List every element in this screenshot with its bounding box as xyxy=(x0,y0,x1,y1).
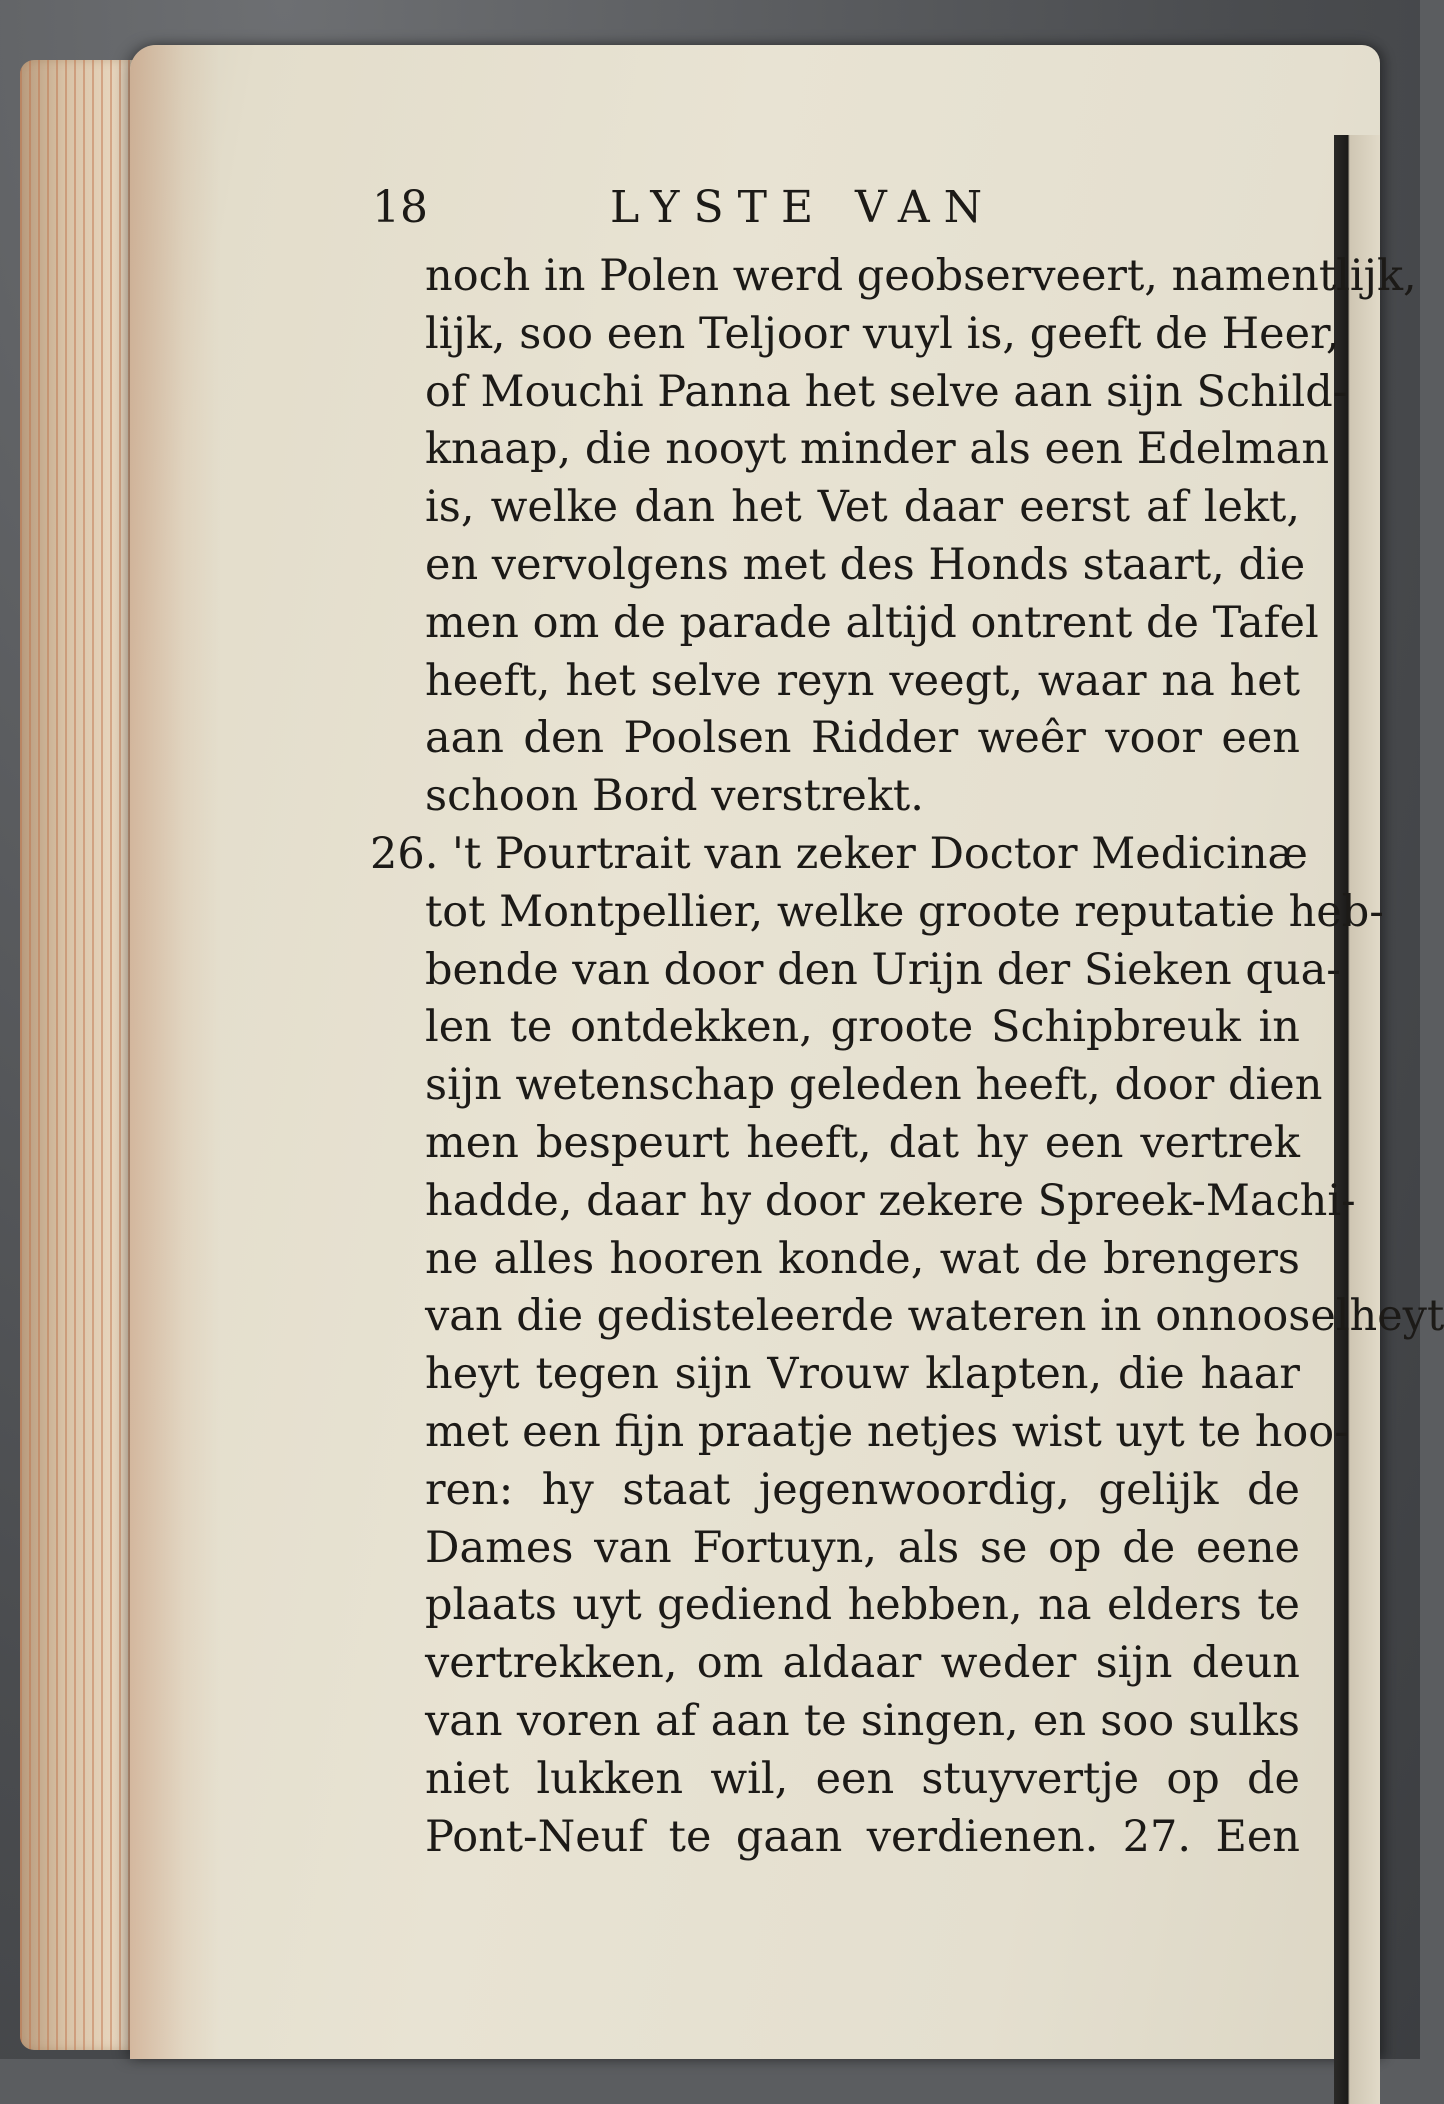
text-line: aan den Poolsen Ridder weêr voor een xyxy=(425,713,1300,764)
text-line: Dames van Fortuyn, als se op de eene xyxy=(425,1522,1300,1573)
text-line: lijk, soo een Teljoor vuyl is, geeft de Heer, xyxy=(425,308,1340,359)
page-number: 18 xyxy=(372,182,428,233)
text-line: bende van door den Urijn der Sieken qua- xyxy=(425,944,1341,995)
text-line: vertrekken, om aldaar weder sijn deun xyxy=(425,1638,1300,1689)
text-line: len te ontdekken, groote Schipbreuk in xyxy=(425,1002,1300,1053)
text-line: en vervolgens met des Honds staart, die xyxy=(425,539,1306,590)
text-line: of Mouchi Panna het selve aan sijn Schild- xyxy=(425,366,1348,417)
text-line-catchword: Pont-Neuf te gaan verdienen. 27. Een xyxy=(425,1811,1300,1862)
text-line: sijn wetenschap geleden heeft, door dien xyxy=(425,1060,1323,1111)
text-line: van die gedisteleerde wateren in onnooselheyt xyxy=(425,1291,1444,1342)
text-line: men om de parade altijd ontrent de Tafel xyxy=(425,597,1319,648)
text-line: noch in Polen werd geobserveert, namentlijk, xyxy=(425,251,1417,301)
text-line: men bespeurt heeft, dat hy een vertrek xyxy=(425,1117,1300,1168)
text-line: knaap, die nooyt minder als een Edelman xyxy=(425,424,1330,475)
page-text xyxy=(280,182,1444,1866)
text-line: hadde, daar hy door zekere Spreek-Machi- xyxy=(425,1175,1356,1226)
entry-26-start: 26. 't Pourtrait van zeker Doctor Medicinæ xyxy=(370,828,1308,879)
text-line: plaats uyt gediend hebben, na elders te xyxy=(425,1580,1300,1631)
text-line: tot Montpellier, welke groote reputatie heb- xyxy=(425,886,1384,937)
text-line: met een fijn praatje netjes wist uyt te hoo- xyxy=(425,1406,1349,1457)
text-line: niet lukken wil, een stuyvertje op de xyxy=(425,1753,1300,1804)
text-line: ne alles hooren konde, wat de brengers xyxy=(425,1233,1300,1284)
text-line: heeft, het selve reyn veegt, waar na het xyxy=(425,655,1300,706)
text-line: schoon Bord verstrekt. xyxy=(425,771,924,822)
text-line: ren: hy staat jegenwoordig, gelijk de xyxy=(425,1464,1300,1515)
running-head-title: LYSTE VAN xyxy=(610,182,997,233)
text-line: is, welke dan het Vet daar eerst af lekt, xyxy=(425,482,1300,533)
text-line: van voren af aan te singen, en soo sulks xyxy=(425,1695,1300,1746)
text-line: heyt tegen sijn Vrouw klapten, die haar xyxy=(425,1349,1300,1400)
facing-page-edge xyxy=(1334,135,1380,2104)
running-head xyxy=(280,182,1320,248)
